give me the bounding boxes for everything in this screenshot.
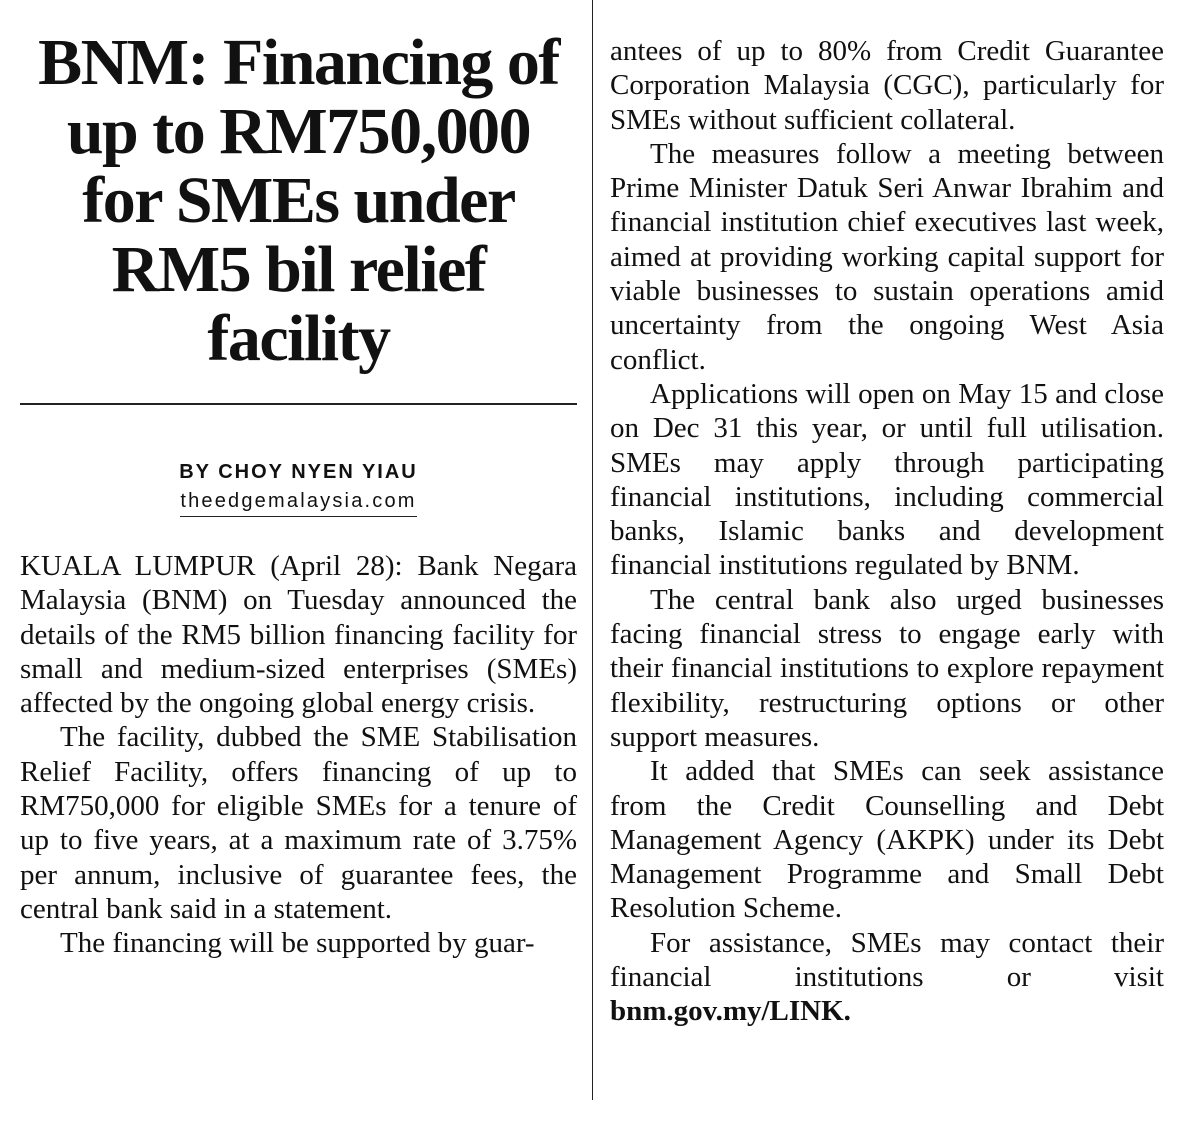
headline-rule: [20, 403, 577, 405]
column-divider: [592, 0, 593, 1100]
paragraph: Applications will open on May 15 and close on Dec 31 this year, or until full utilisation. SMEs may apply through participating financial institutions, including commercial banks, Islamic banks and development financial institutions regulated by BNM.: [610, 377, 1164, 582]
paragraph: antees of up to 80% from Credit Guarantee Corporation Malaysia (CGC), particularly for SMEs without sufficient collateral.: [610, 35, 1164, 136]
headline: BNM: Financing of up to RM750,000 for SMEs under RM5 bil relief facility: [38, 26, 559, 375]
source-link[interactable]: theedgemalaysia.com: [180, 490, 416, 517]
paragraph: The financing will be supported by guar-: [60, 927, 535, 960]
paragraph: KUALA LUMPUR (April 28): Bank Negara Malaysia (BNM) on Tuesday announced the details of the RM5 billion financing facility for small and medium-sized enterprises (SMEs) affected by the ongoing global energy crisis.: [20, 550, 577, 720]
article-body-right: [610, 34, 1164, 1029]
paragraph: The measures follow a meeting between Prime Minister Datuk Seri Anwar Ibrahim and financial institution chief executives last week, aimed at providing working capital support for viable businesses to sustain operations amid uncertainty from the ongoing West Asia conflict.: [610, 137, 1164, 376]
paragraph: It added that SMEs can seek assistance from the Credit Counselling and Debt Management Agency (AKPK) under its Debt Management Programme and Small Debt Resolution Scheme.: [610, 755, 1164, 925]
right-column: [610, 34, 1164, 1029]
article-body-left: [20, 549, 577, 961]
left-column: [20, 28, 577, 961]
bnm-link[interactable]: bnm.gov.my/LINK.: [610, 995, 851, 1028]
paragraph-text: For assistance, SMEs may contact their financial institutions or visit: [610, 926, 1164, 994]
paragraph: The central bank also urged businesses facing financial stress to engage early with their financial institutions to explore repayment flexibility, restructuring options or other support measures.: [610, 583, 1164, 753]
paragraph: [610, 926, 1164, 1029]
byline: BY CHOY NYEN YIAU: [179, 461, 418, 483]
paragraph: The facility, dubbed the SME Stabilisation Relief Facility, offers financing of up to RM750,000 for eligible SMEs for a tenure of up to five years, at a maximum rate of 3.75% per annum, inclusive of guarantee fees, the central bank said in a statement.: [20, 721, 577, 925]
byline-block: [20, 461, 577, 517]
